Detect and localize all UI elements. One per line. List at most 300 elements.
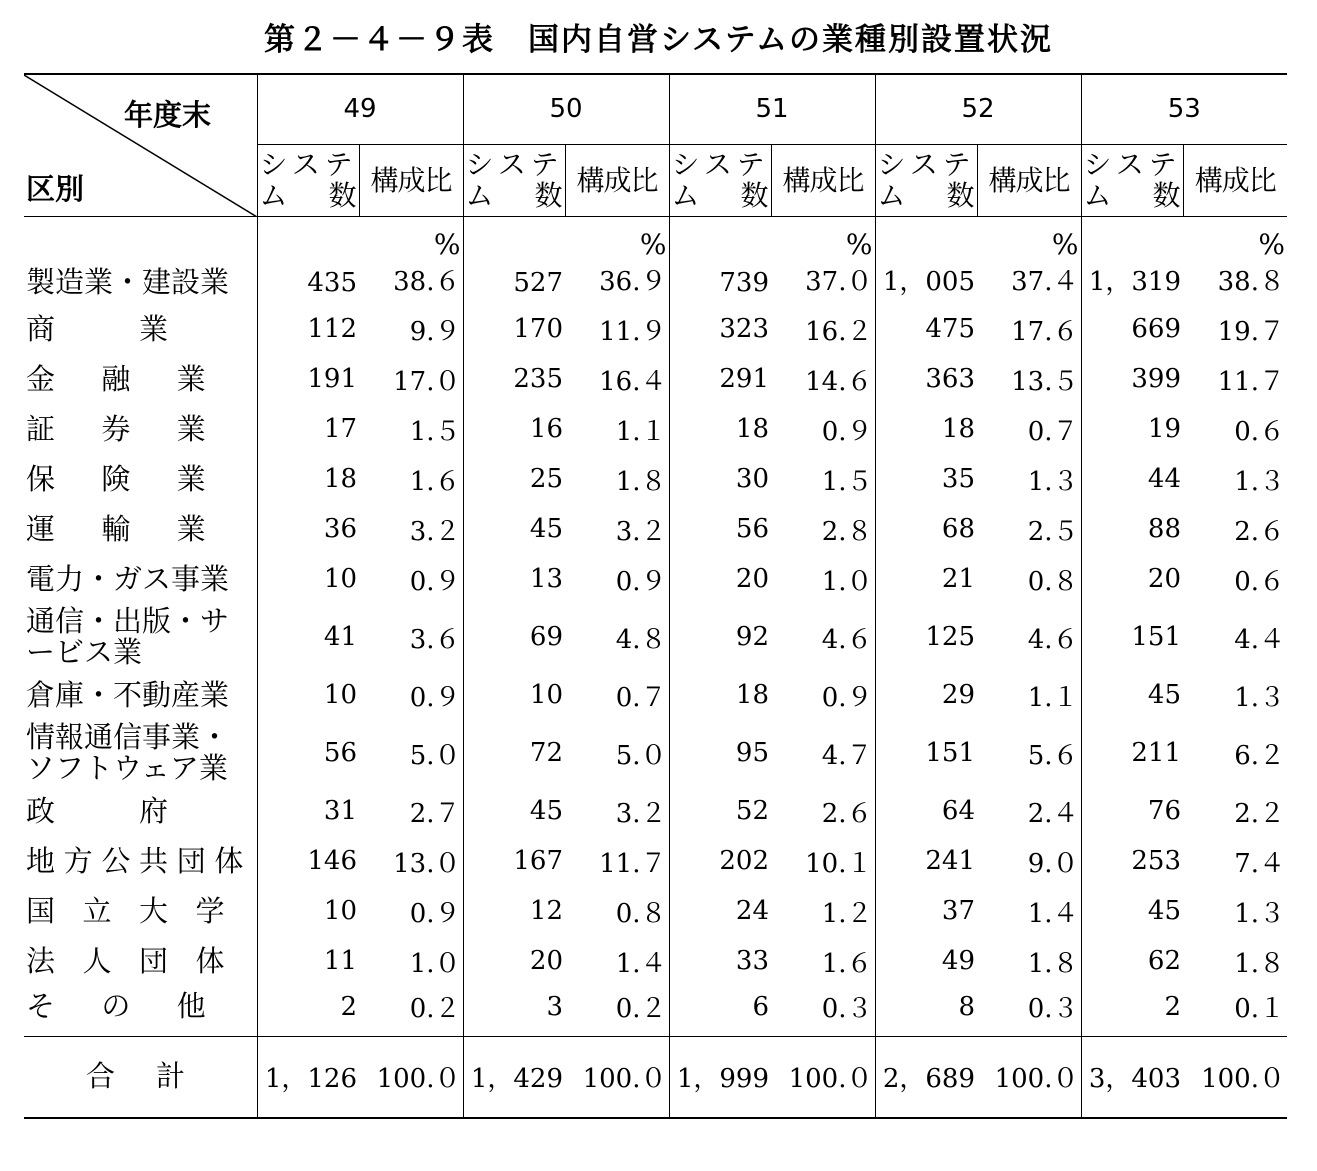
composition-ratio-cell — [1183, 454, 1287, 504]
composition-ratio-cell — [1183, 986, 1287, 1036]
ratio-value: 37.０ — [805, 267, 873, 297]
composition-ratio-cell — [771, 720, 875, 786]
ratio-value: 4.６ — [1027, 624, 1079, 655]
composition-ratio-cell — [565, 886, 669, 936]
year-49: 49 — [257, 74, 463, 144]
system-count-cell — [463, 986, 565, 1036]
count-value: 323 — [719, 314, 769, 344]
system-count-cell — [257, 554, 359, 604]
total-row — [24, 1036, 1287, 1118]
ratio-value: 1.６ — [409, 466, 461, 497]
count-value: 10 — [323, 896, 357, 926]
count-value: 10 — [529, 680, 563, 710]
composition-ratio-cell — [771, 216, 875, 304]
count-value: 170 — [513, 314, 563, 344]
system-count-cell — [257, 454, 359, 504]
system-count-cell — [257, 936, 359, 986]
count-value: 253 — [1131, 846, 1181, 876]
system-count-cell — [257, 504, 359, 554]
row-label-char: 政 — [26, 793, 56, 828]
total-ratio-cell: 100.０ — [771, 1036, 875, 1118]
count-value: 17 — [323, 414, 357, 444]
table-row — [24, 216, 1287, 304]
count-value: 146 — [307, 846, 357, 876]
system-count-cell — [669, 886, 771, 936]
composition-ratio-cell — [977, 836, 1081, 886]
count-value: 16 — [529, 414, 563, 444]
ratio-value: 17.０ — [393, 366, 461, 397]
ratio-value: 0.９ — [409, 682, 461, 713]
row-label: 倉庫・不動産業 — [24, 670, 257, 720]
composition-ratio-cell — [977, 936, 1081, 986]
composition-ratio-cell — [359, 836, 463, 886]
system-count-cell — [875, 554, 977, 604]
system-count-cell — [669, 836, 771, 886]
composition-ratio-cell — [565, 604, 669, 670]
composition-ratio-header: 構成比 — [771, 144, 875, 216]
composition-ratio-cell — [1183, 504, 1287, 554]
system-count-header-line1: システ — [1083, 148, 1181, 181]
system-count-cell — [257, 786, 359, 836]
composition-ratio-cell — [359, 986, 463, 1036]
ratio-value: 11.９ — [599, 316, 667, 347]
row-label-char: 体 — [214, 843, 244, 878]
composition-ratio-cell — [565, 504, 669, 554]
table-row — [24, 936, 1287, 986]
composition-ratio-cell — [771, 986, 875, 1036]
count-value: 45 — [529, 796, 563, 826]
row-label-char: 国 — [26, 893, 56, 928]
row-label-line2: ービス業 — [26, 635, 143, 669]
system-count-cell — [463, 504, 565, 554]
ratio-value: 3.２ — [615, 798, 667, 829]
count-value: 20 — [529, 946, 563, 976]
ratio-value: 1.４ — [1027, 898, 1079, 929]
count-value: 68 — [941, 514, 975, 544]
ratio-value: 1.８ — [1027, 948, 1079, 979]
count-value: 8 — [958, 991, 975, 1022]
ratio-value: 3.２ — [409, 516, 461, 547]
composition-ratio-header: 構成比 — [1183, 144, 1287, 216]
composition-ratio-cell — [1183, 936, 1287, 986]
system-count-cell — [1081, 604, 1183, 670]
system-count-cell — [463, 454, 565, 504]
year-header-row — [24, 74, 1287, 144]
ratio-value: 1.３ — [1234, 898, 1285, 929]
system-count-cell — [1081, 936, 1183, 986]
row-label — [24, 936, 257, 986]
row-label-char: 団 — [139, 943, 169, 978]
table-row — [24, 670, 1287, 720]
system-count-cell — [875, 786, 977, 836]
count-value: 20 — [735, 564, 769, 594]
ratio-value: 0.２ — [615, 994, 667, 1025]
table-body — [24, 216, 1287, 1118]
system-count-header-su: 数 — [328, 179, 357, 212]
row-label-char: 業 — [139, 311, 169, 346]
ratio-value: 2.２ — [1234, 798, 1285, 829]
count-value: 24 — [735, 896, 769, 926]
row-label: 製造業・建設業 — [24, 216, 257, 304]
ratio-value: 4.６ — [821, 624, 873, 655]
count-value: 45 — [529, 514, 563, 544]
composition-ratio-cell — [771, 354, 875, 404]
percent-unit: % — [1051, 228, 1079, 261]
composition-ratio-cell — [359, 886, 463, 936]
count-value: 10 — [323, 564, 357, 594]
ratio-value: 2.６ — [821, 798, 873, 829]
table-row — [24, 404, 1287, 454]
ratio-value: 14.６ — [805, 366, 873, 397]
count-value: 35 — [941, 464, 975, 494]
system-count-cell — [257, 604, 359, 670]
table-row — [24, 354, 1287, 404]
composition-ratio-cell — [1183, 836, 1287, 886]
count-value: 25 — [529, 464, 563, 494]
total-ratio-cell: 100.０ — [359, 1036, 463, 1118]
system-count-header-mu: ム — [259, 179, 288, 212]
system-count-cell — [1081, 454, 1183, 504]
system-count-header-line2 — [466, 180, 563, 211]
composition-ratio-cell — [359, 354, 463, 404]
count-value: 41 — [323, 622, 357, 652]
system-count-cell — [257, 986, 359, 1036]
row-label: 電力・ガス事業 — [24, 554, 257, 604]
composition-ratio-cell — [771, 670, 875, 720]
percent-unit: % — [639, 228, 667, 261]
composition-ratio-cell — [565, 304, 669, 354]
year-end-label: 年度末 — [124, 98, 212, 132]
composition-ratio-cell — [977, 720, 1081, 786]
composition-ratio-cell — [565, 986, 669, 1036]
composition-ratio-cell — [1183, 554, 1287, 604]
count-value: 399 — [1131, 364, 1181, 394]
table-row — [24, 454, 1287, 504]
composition-ratio-cell — [771, 554, 875, 604]
system-count-cell — [1081, 354, 1183, 404]
system-count-cell — [257, 354, 359, 404]
total-label — [24, 1036, 257, 1118]
row-label — [24, 836, 257, 886]
composition-ratio-cell — [1183, 304, 1287, 354]
count-value: 88 — [1147, 514, 1181, 544]
count-value: 18 — [735, 680, 769, 710]
row-label-char: 他 — [176, 989, 206, 1024]
table-row — [24, 886, 1287, 936]
total-ratio-cell: 100.０ — [565, 1036, 669, 1118]
system-count-header — [875, 144, 977, 216]
composition-ratio-cell — [359, 554, 463, 604]
ratio-value: 5.０ — [615, 740, 667, 771]
ratio-value: 6.２ — [1234, 740, 1285, 771]
system-count-cell — [875, 404, 977, 454]
ratio-value: 2.５ — [1027, 516, 1079, 547]
count-value: 36 — [323, 514, 357, 544]
row-label-char: 法 — [26, 943, 56, 978]
composition-ratio-cell — [977, 504, 1081, 554]
system-count-cell — [463, 720, 565, 786]
row-label-char: 団 — [176, 843, 206, 878]
ratio-value: 4.８ — [615, 624, 667, 655]
composition-ratio-cell — [565, 720, 669, 786]
ratio-value: 16.４ — [599, 366, 667, 397]
count-value: 92 — [735, 622, 769, 652]
ratio-value: 0.３ — [1027, 994, 1079, 1025]
count-value: 44 — [1147, 464, 1181, 494]
count-value: 475 — [925, 314, 975, 344]
table-row — [24, 836, 1287, 886]
composition-ratio-cell — [771, 836, 875, 886]
ratio-value: 11.７ — [599, 848, 667, 879]
row-label-char: 体 — [195, 943, 225, 978]
table-row — [24, 554, 1287, 604]
composition-ratio-cell — [1183, 216, 1287, 304]
count-value: 13 — [529, 564, 563, 594]
composition-ratio-cell — [359, 304, 463, 354]
composition-ratio-cell — [565, 554, 669, 604]
composition-ratio-header: 構成比 — [565, 144, 669, 216]
system-count-cell — [463, 216, 565, 304]
ratio-value: 3.２ — [615, 516, 667, 547]
system-count-cell — [463, 304, 565, 354]
composition-ratio-cell — [977, 786, 1081, 836]
ratio-value: 3.６ — [409, 624, 461, 655]
industry-systems-table — [24, 73, 1287, 1119]
system-count-header-mu: ム — [465, 179, 494, 212]
composition-ratio-cell — [359, 404, 463, 454]
composition-ratio-cell — [565, 404, 669, 454]
system-count-cell — [257, 216, 359, 304]
composition-ratio-cell — [977, 986, 1081, 1036]
count-value: 56 — [323, 738, 357, 768]
row-label — [24, 404, 257, 454]
ratio-value: 1.３ — [1234, 682, 1285, 713]
row-label-char: の — [101, 989, 131, 1024]
count-value: 291 — [719, 364, 769, 394]
system-count-cell — [463, 836, 565, 886]
count-value: 62 — [1147, 946, 1181, 976]
system-count-header-mu: ム — [1083, 179, 1112, 212]
composition-ratio-cell — [1183, 404, 1287, 454]
composition-ratio-cell — [977, 216, 1081, 304]
system-count-header — [463, 144, 565, 216]
composition-ratio-cell — [565, 936, 669, 986]
ratio-value: 36.９ — [599, 267, 667, 297]
row-label-line1: 情報通信事業・ — [26, 720, 230, 754]
total-label-char: 計 — [156, 1059, 186, 1094]
ratio-value: 0.２ — [409, 994, 461, 1025]
count-value: 45 — [1147, 896, 1181, 926]
system-count-cell — [463, 604, 565, 670]
system-count-cell — [875, 504, 977, 554]
system-count-header-su: 数 — [946, 179, 975, 212]
count-value: 151 — [925, 738, 975, 768]
system-count-header-line2 — [878, 180, 975, 211]
count-value: 95 — [735, 738, 769, 768]
system-count-cell — [875, 454, 977, 504]
ratio-value: 0.６ — [1234, 566, 1285, 597]
system-count-cell — [463, 936, 565, 986]
ratio-value: 1.３ — [1027, 466, 1079, 497]
count-value: 241 — [925, 846, 975, 876]
system-count-cell — [463, 404, 565, 454]
total-count-cell: 2，689 — [882, 1064, 975, 1095]
ratio-value: 1.４ — [615, 948, 667, 979]
ratio-value: 4.４ — [1234, 624, 1285, 655]
composition-ratio-cell — [977, 354, 1081, 404]
system-count-cell — [1081, 504, 1183, 554]
percent-unit: % — [433, 228, 461, 261]
ratio-value: 1.１ — [1027, 682, 1079, 713]
ratio-value: 0.３ — [821, 994, 873, 1025]
ratio-value: 4.７ — [821, 740, 873, 771]
ratio-value: 5.６ — [1027, 740, 1079, 771]
row-label-char: 業 — [176, 411, 206, 446]
system-count-cell — [875, 670, 977, 720]
row-label-char: 運 — [26, 511, 56, 546]
count-value: 235 — [513, 364, 563, 394]
table-row — [24, 304, 1287, 354]
system-count-cell — [257, 836, 359, 886]
composition-ratio-cell — [565, 354, 669, 404]
category-label: 区別 — [26, 172, 85, 206]
system-count-cell — [875, 720, 977, 786]
row-label — [24, 720, 257, 786]
system-count-cell — [875, 836, 977, 886]
system-count-cell — [875, 304, 977, 354]
ratio-value: 2.４ — [1027, 798, 1079, 829]
system-count-cell — [669, 554, 771, 604]
composition-ratio-cell — [359, 670, 463, 720]
composition-ratio-cell — [565, 454, 669, 504]
system-count-cell — [1081, 216, 1183, 304]
count-value: 3 — [546, 991, 563, 1022]
composition-ratio-cell — [771, 604, 875, 670]
year-52: 52 — [875, 74, 1081, 144]
row-label — [24, 604, 257, 670]
count-value: 12 — [529, 896, 563, 926]
ratio-value: 9.０ — [1027, 848, 1079, 879]
row-label-char: 金 — [26, 361, 56, 396]
count-value: 21 — [941, 564, 975, 594]
system-count-cell — [1081, 886, 1183, 936]
ratio-value: 0.９ — [409, 898, 461, 929]
count-value: 30 — [735, 464, 769, 494]
count-value: 37 — [941, 896, 975, 926]
composition-ratio-cell — [359, 216, 463, 304]
ratio-value: 1.２ — [821, 898, 873, 929]
system-count-cell — [257, 720, 359, 786]
composition-ratio-cell — [359, 786, 463, 836]
row-label — [24, 304, 257, 354]
count-value: 191 — [307, 364, 357, 394]
composition-ratio-cell — [771, 404, 875, 454]
count-value: 1，319 — [1088, 267, 1181, 297]
row-label-char: 方 — [63, 843, 93, 878]
system-count-header — [257, 144, 359, 216]
ratio-value: 0.６ — [1234, 416, 1285, 447]
system-count-cell — [1081, 554, 1183, 604]
system-count-cell — [875, 604, 977, 670]
ratio-value: 1.８ — [1234, 948, 1285, 979]
system-count-cell — [669, 404, 771, 454]
row-label — [24, 504, 257, 554]
count-value: 19 — [1147, 414, 1181, 444]
system-count-cell — [669, 604, 771, 670]
system-count-cell — [463, 886, 565, 936]
system-count-cell — [875, 216, 977, 304]
ratio-value: 0.９ — [821, 682, 873, 713]
count-value: 49 — [941, 946, 975, 976]
ratio-value: 5.０ — [409, 740, 461, 771]
system-count-cell — [669, 454, 771, 504]
composition-ratio-cell — [977, 886, 1081, 936]
ratio-value: 1.８ — [615, 466, 667, 497]
count-value: 211 — [1131, 738, 1181, 768]
table-row — [24, 720, 1287, 786]
composition-ratio-cell — [359, 604, 463, 670]
system-count-header-line2 — [260, 180, 357, 211]
ratio-value: 0.９ — [821, 416, 873, 447]
ratio-value: 38.８ — [1217, 267, 1285, 297]
count-value: 2 — [340, 991, 357, 1022]
count-value: 11 — [323, 946, 357, 976]
row-label-line1: 通信・出版・サ — [26, 604, 230, 638]
composition-ratio-cell — [771, 936, 875, 986]
table-row — [24, 504, 1287, 554]
count-value: 151 — [1131, 622, 1181, 652]
count-value: 64 — [941, 796, 975, 826]
ratio-value: 1.６ — [821, 948, 873, 979]
row-label-char: 険 — [101, 461, 131, 496]
system-count-cell — [463, 354, 565, 404]
system-count-cell — [257, 886, 359, 936]
count-value: 52 — [735, 796, 769, 826]
corner-header — [24, 74, 257, 216]
row-label-char: 業 — [176, 511, 206, 546]
composition-ratio-cell — [1183, 786, 1287, 836]
row-label — [24, 886, 257, 936]
system-count-header-line1: システ — [259, 148, 357, 181]
system-count-cell — [669, 304, 771, 354]
composition-ratio-cell — [977, 554, 1081, 604]
system-count-cell — [257, 404, 359, 454]
system-count-cell — [669, 936, 771, 986]
total-ratio-cell: 100.０ — [977, 1036, 1081, 1118]
composition-ratio-cell — [771, 304, 875, 354]
ratio-value: 2.７ — [409, 798, 461, 829]
row-label-char: 共 — [139, 843, 169, 878]
count-value: 10 — [323, 680, 357, 710]
composition-ratio-cell — [977, 454, 1081, 504]
count-value: 112 — [307, 314, 357, 344]
system-count-header — [669, 144, 771, 216]
composition-ratio-header: 構成比 — [977, 144, 1081, 216]
year-53: 53 — [1081, 74, 1287, 144]
system-count-cell — [875, 886, 977, 936]
count-value: 56 — [735, 514, 769, 544]
percent-unit: % — [1258, 228, 1285, 261]
row-label-char: 業 — [176, 361, 206, 396]
system-count-cell — [463, 670, 565, 720]
system-count-cell — [1081, 304, 1183, 354]
system-count-cell — [1081, 670, 1183, 720]
composition-ratio-cell — [1183, 886, 1287, 936]
percent-unit: % — [845, 228, 873, 261]
system-count-cell — [463, 554, 565, 604]
composition-ratio-cell — [565, 670, 669, 720]
composition-ratio-cell — [771, 886, 875, 936]
